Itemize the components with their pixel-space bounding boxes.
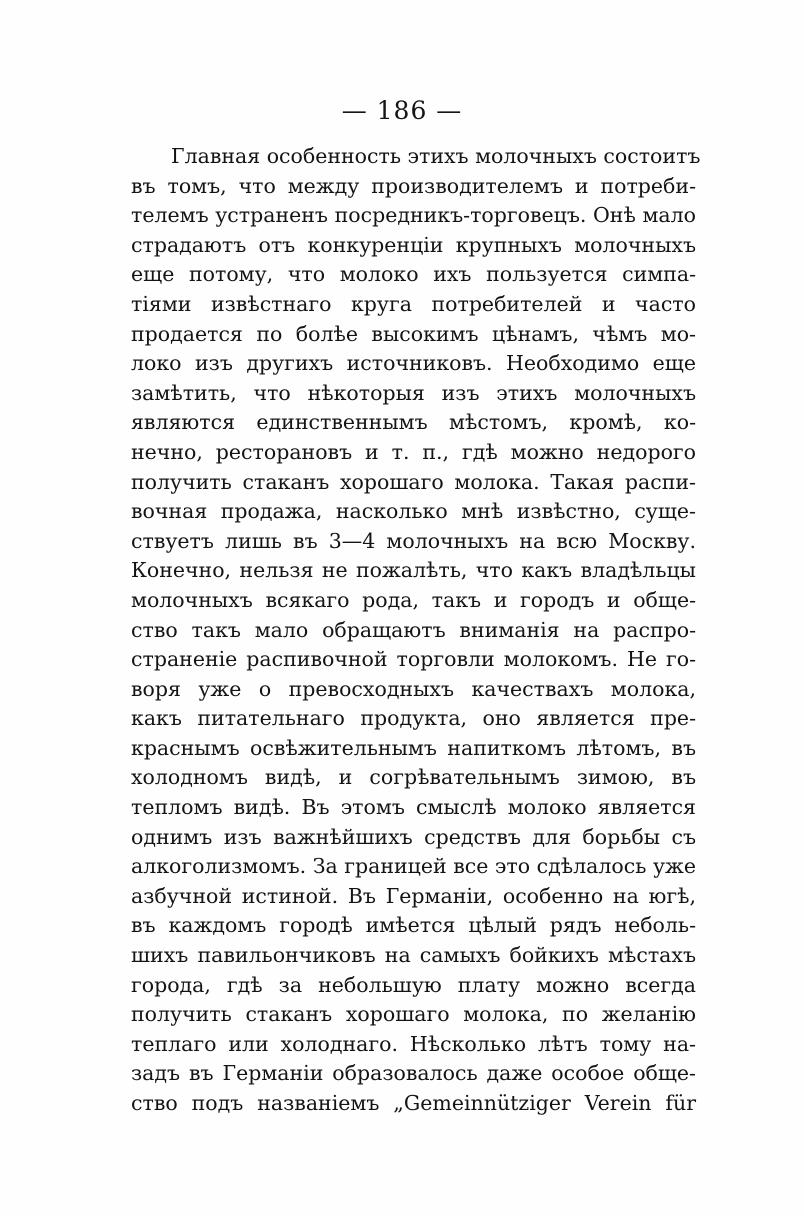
text-line: въ томъ, что между производителемъ и потреби- bbox=[131, 173, 696, 198]
text-line: алкоголизмомъ. За границей все это сдѣлалось уже bbox=[131, 854, 696, 879]
text-line: ство такъ мало обращаютъ вниманія на распро- bbox=[131, 617, 696, 642]
text-line: еще потому, что молоко ихъ пользуется симпа- bbox=[131, 262, 696, 287]
text-line: страдаютъ отъ конкуренціи крупныхъ молочныхъ bbox=[131, 232, 696, 257]
text-line: ство подъ названіемъ „Gemeinnütziger Verein für bbox=[131, 1091, 696, 1115]
body-text bbox=[131, 142, 701, 1119]
text-line: замѣтить, что нѣкоторыя изъ этихъ молочныхъ bbox=[131, 380, 696, 405]
text-line: теплаго или холоднаго. Нѣсколько лѣтъ тому на- bbox=[131, 1031, 696, 1056]
text-line: города, гдѣ за небольшую плату можно всегда bbox=[131, 972, 696, 997]
page-number: — 186 — bbox=[341, 96, 463, 125]
text-line: являются единственнымъ мѣстомъ, кромѣ, ко- bbox=[131, 410, 696, 435]
text-line: телемъ устраненъ посредникъ-торговецъ. Онѣ мало bbox=[131, 203, 696, 228]
text-line: холодномъ видѣ, и согрѣвательнымъ зимою, въ bbox=[131, 765, 696, 790]
text-line: вочная продажа, насколько мнѣ извѣстно, суще- bbox=[131, 499, 696, 524]
text-line: тіями извѣстнаго круга потребителей и часто bbox=[131, 291, 696, 316]
text-line: Конечно, нельзя не пожалѣть, что какъ владѣльцы bbox=[131, 558, 696, 583]
text-line: азбучной истиной. Въ Германіи, особенно на югѣ, bbox=[131, 883, 696, 908]
text-line: воря уже о превосходныхъ качествахъ молока, bbox=[131, 676, 696, 701]
text-line: продается по болѣе высокимъ цѣнамъ, чѣмъ мо- bbox=[131, 321, 696, 346]
text-line: въ каждомъ городѣ имѣется цѣлый рядъ неболь- bbox=[131, 913, 696, 938]
text-line: ствуетъ лишь въ 3—4 молочныхъ на всю Москву. bbox=[131, 528, 696, 553]
text-line: молочныхъ всякаго рода, такъ и городъ и обще- bbox=[131, 587, 696, 612]
text-line: задъ въ Германіи образовалось даже особое обще- bbox=[131, 1061, 696, 1086]
text-line: шихъ павильончиковъ на самыхъ бойкихъ мѣстахъ bbox=[131, 943, 696, 968]
text-line: нечно, ресторановъ и т. п., гдѣ можно недорого bbox=[131, 439, 696, 464]
text-line: страненіе распивочной торговли молокомъ. Не го- bbox=[131, 647, 696, 672]
text-line: тепломъ видѣ. Въ этомъ смыслѣ молоко является bbox=[131, 795, 696, 820]
text-line: получить стаканъ хорошаго молока. Такая распи- bbox=[131, 469, 696, 494]
text-line: получить стаканъ хорошаго молока, по желанію bbox=[131, 1002, 696, 1027]
text-line: краснымъ освѣжительнымъ напиткомъ лѣтомъ, въ bbox=[131, 735, 696, 760]
text-line: Главная особенность этихъ молочныхъ состоитъ bbox=[171, 144, 701, 168]
text-line: какъ питательнаго продукта, оно является пре- bbox=[131, 706, 696, 731]
text-line: локо изъ другихъ источниковъ. Необходимо еще bbox=[131, 351, 696, 376]
text-line: однимъ изъ важнѣйшихъ средствъ для борьбы съ bbox=[131, 824, 696, 849]
